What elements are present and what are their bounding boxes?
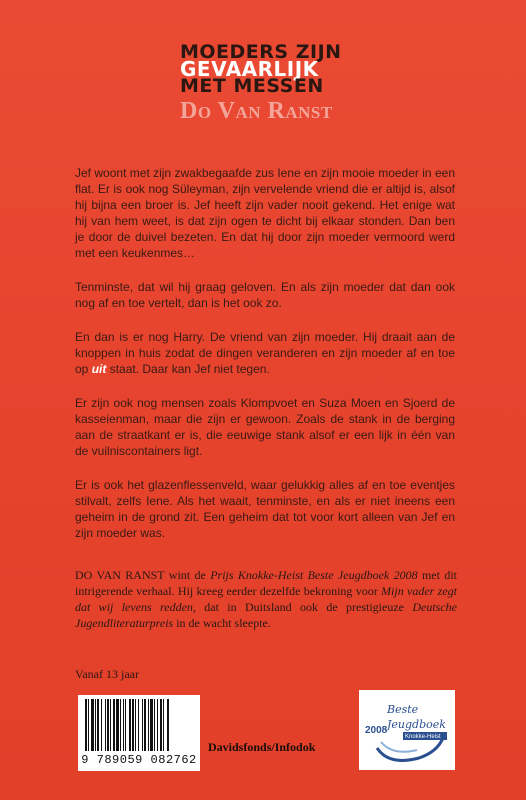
barcode-bar xyxy=(129,699,131,751)
barcode-bar xyxy=(113,699,115,751)
blurb-paragraph-1: Jef woont met zijn zwakbegaafde zus Iene en zijn mooie moeder in een flat. Er is ook nog Süleyman, zijn vervelende vriend die er altijd is, alsof hij bijna een broer is. Jef heeft zijn vader nooit gekend. Het enige wat hij van hem weet, is dat zijn ogen te dicht bij elkaar stonden. Dan ben je door de duivel bezeten. En dat hij door zijn moeder vermoord werd met een keukenmes… xyxy=(75,166,455,260)
about-german-prize: Deutsche Jugendliteraturpreis xyxy=(75,600,457,630)
barcode-bar xyxy=(142,699,143,751)
barcode-bar xyxy=(107,699,109,751)
blurb-p3-start: En dan is er nog Harry. De vriend van zijn moeder. Hij draait aan de knoppen in huis zodat de dingen veranderen en zijn moeder af en toe op xyxy=(75,330,455,376)
blurb-paragraph-2: Tenminste, dat wil hij graag geloven. En als zijn moeder dat dan ook nog af en toe vertelt, dan is het ook zo. xyxy=(75,280,455,310)
award-logo xyxy=(359,690,455,770)
award-year: 2008 xyxy=(365,725,388,736)
about-part-1: DO VAN RANST wint de xyxy=(75,568,211,582)
barcode-bar xyxy=(167,699,169,751)
barcode-bar xyxy=(97,699,99,751)
barcode-bar xyxy=(154,699,155,751)
blurb-paragraph-5: Er is ook het glazenflessenveld, waar gelukkig alles af en toe eventjes stilvalt, zelfs Iene. Als het waait, tenminste, en als er niet ineens een geheim in de grond zit. Een geheim dat tot voor kort alleen van Jef en zijn moeder was. xyxy=(75,478,455,540)
about-award-title: Prijs Knokke-Heist Beste Jeugdboek 2008 xyxy=(210,568,418,582)
barcode-bar xyxy=(144,699,146,751)
barcode-bar xyxy=(125,699,126,751)
barcode-bar xyxy=(88,699,89,751)
barcode-bar xyxy=(123,699,124,751)
title-line-1: MOEDERS ZIJN xyxy=(180,41,342,63)
about-part-3: dat in Duitsland ook de prestigieuze xyxy=(195,600,413,614)
barcode-bar xyxy=(116,699,119,751)
barcode-bar xyxy=(135,699,136,751)
book-title xyxy=(180,41,380,125)
award-location: Knokke-Heist xyxy=(405,734,441,740)
barcode-bar xyxy=(101,699,102,751)
barcode-bar xyxy=(85,699,87,751)
blurb-paragraph-4: Er zijn ook nog mensen zoals Klompvoet en Suza Moen en Sjoerd de kasseienman, maar die zijn er gewoon. Zoals de stank in de berging aan de straatkant er is, die eeuwige stank alsof er een lijk in één van de vuilniscontainers ligt. xyxy=(75,396,455,458)
barcode xyxy=(78,695,200,771)
blurb-p3-end: staat. Daar kan Jef niet tegen. xyxy=(106,362,270,376)
barcode-bar xyxy=(138,699,139,751)
barcode-bar xyxy=(163,699,164,751)
barcode-bar xyxy=(110,699,111,751)
barcode-bar xyxy=(105,699,106,751)
title-line-3: MET MESSEN xyxy=(180,75,324,97)
barcode-bar xyxy=(95,699,96,751)
blurb-p3-emphasis: uit xyxy=(91,362,107,376)
barcode-bar xyxy=(150,699,153,751)
award-beste: Beste xyxy=(387,703,419,716)
author-name: Do Van Ranst xyxy=(180,98,333,124)
isbn-number: 9 789059 082762 xyxy=(81,753,197,767)
barcode-bars xyxy=(82,699,196,753)
barcode-bar xyxy=(120,699,121,751)
about-part-2: met dit intrigerende verhaal. Hij kreeg eerder dezelfde bekroning voor xyxy=(75,568,457,598)
barcode-bar xyxy=(160,699,162,751)
blurb-text xyxy=(75,165,455,559)
age-recommendation: Vanaf 13 jaar xyxy=(75,667,139,681)
about-author xyxy=(75,567,457,631)
barcode-bar xyxy=(157,699,158,751)
publisher-name: Davidsfonds/Infodok xyxy=(208,740,316,754)
barcode-bar xyxy=(132,699,134,751)
barcode-bar xyxy=(91,699,94,751)
title-line-2: GEVAARLIJK xyxy=(180,57,319,81)
blurb-paragraph-3 xyxy=(75,329,455,377)
about-part-4: in de wacht sleepte. xyxy=(173,616,271,630)
barcode-bar xyxy=(148,699,149,751)
award-jeugdboek: Jeugdboek xyxy=(387,718,446,731)
about-earlier-book: Mijn vader zegt dat wij levens redden, xyxy=(75,584,457,614)
